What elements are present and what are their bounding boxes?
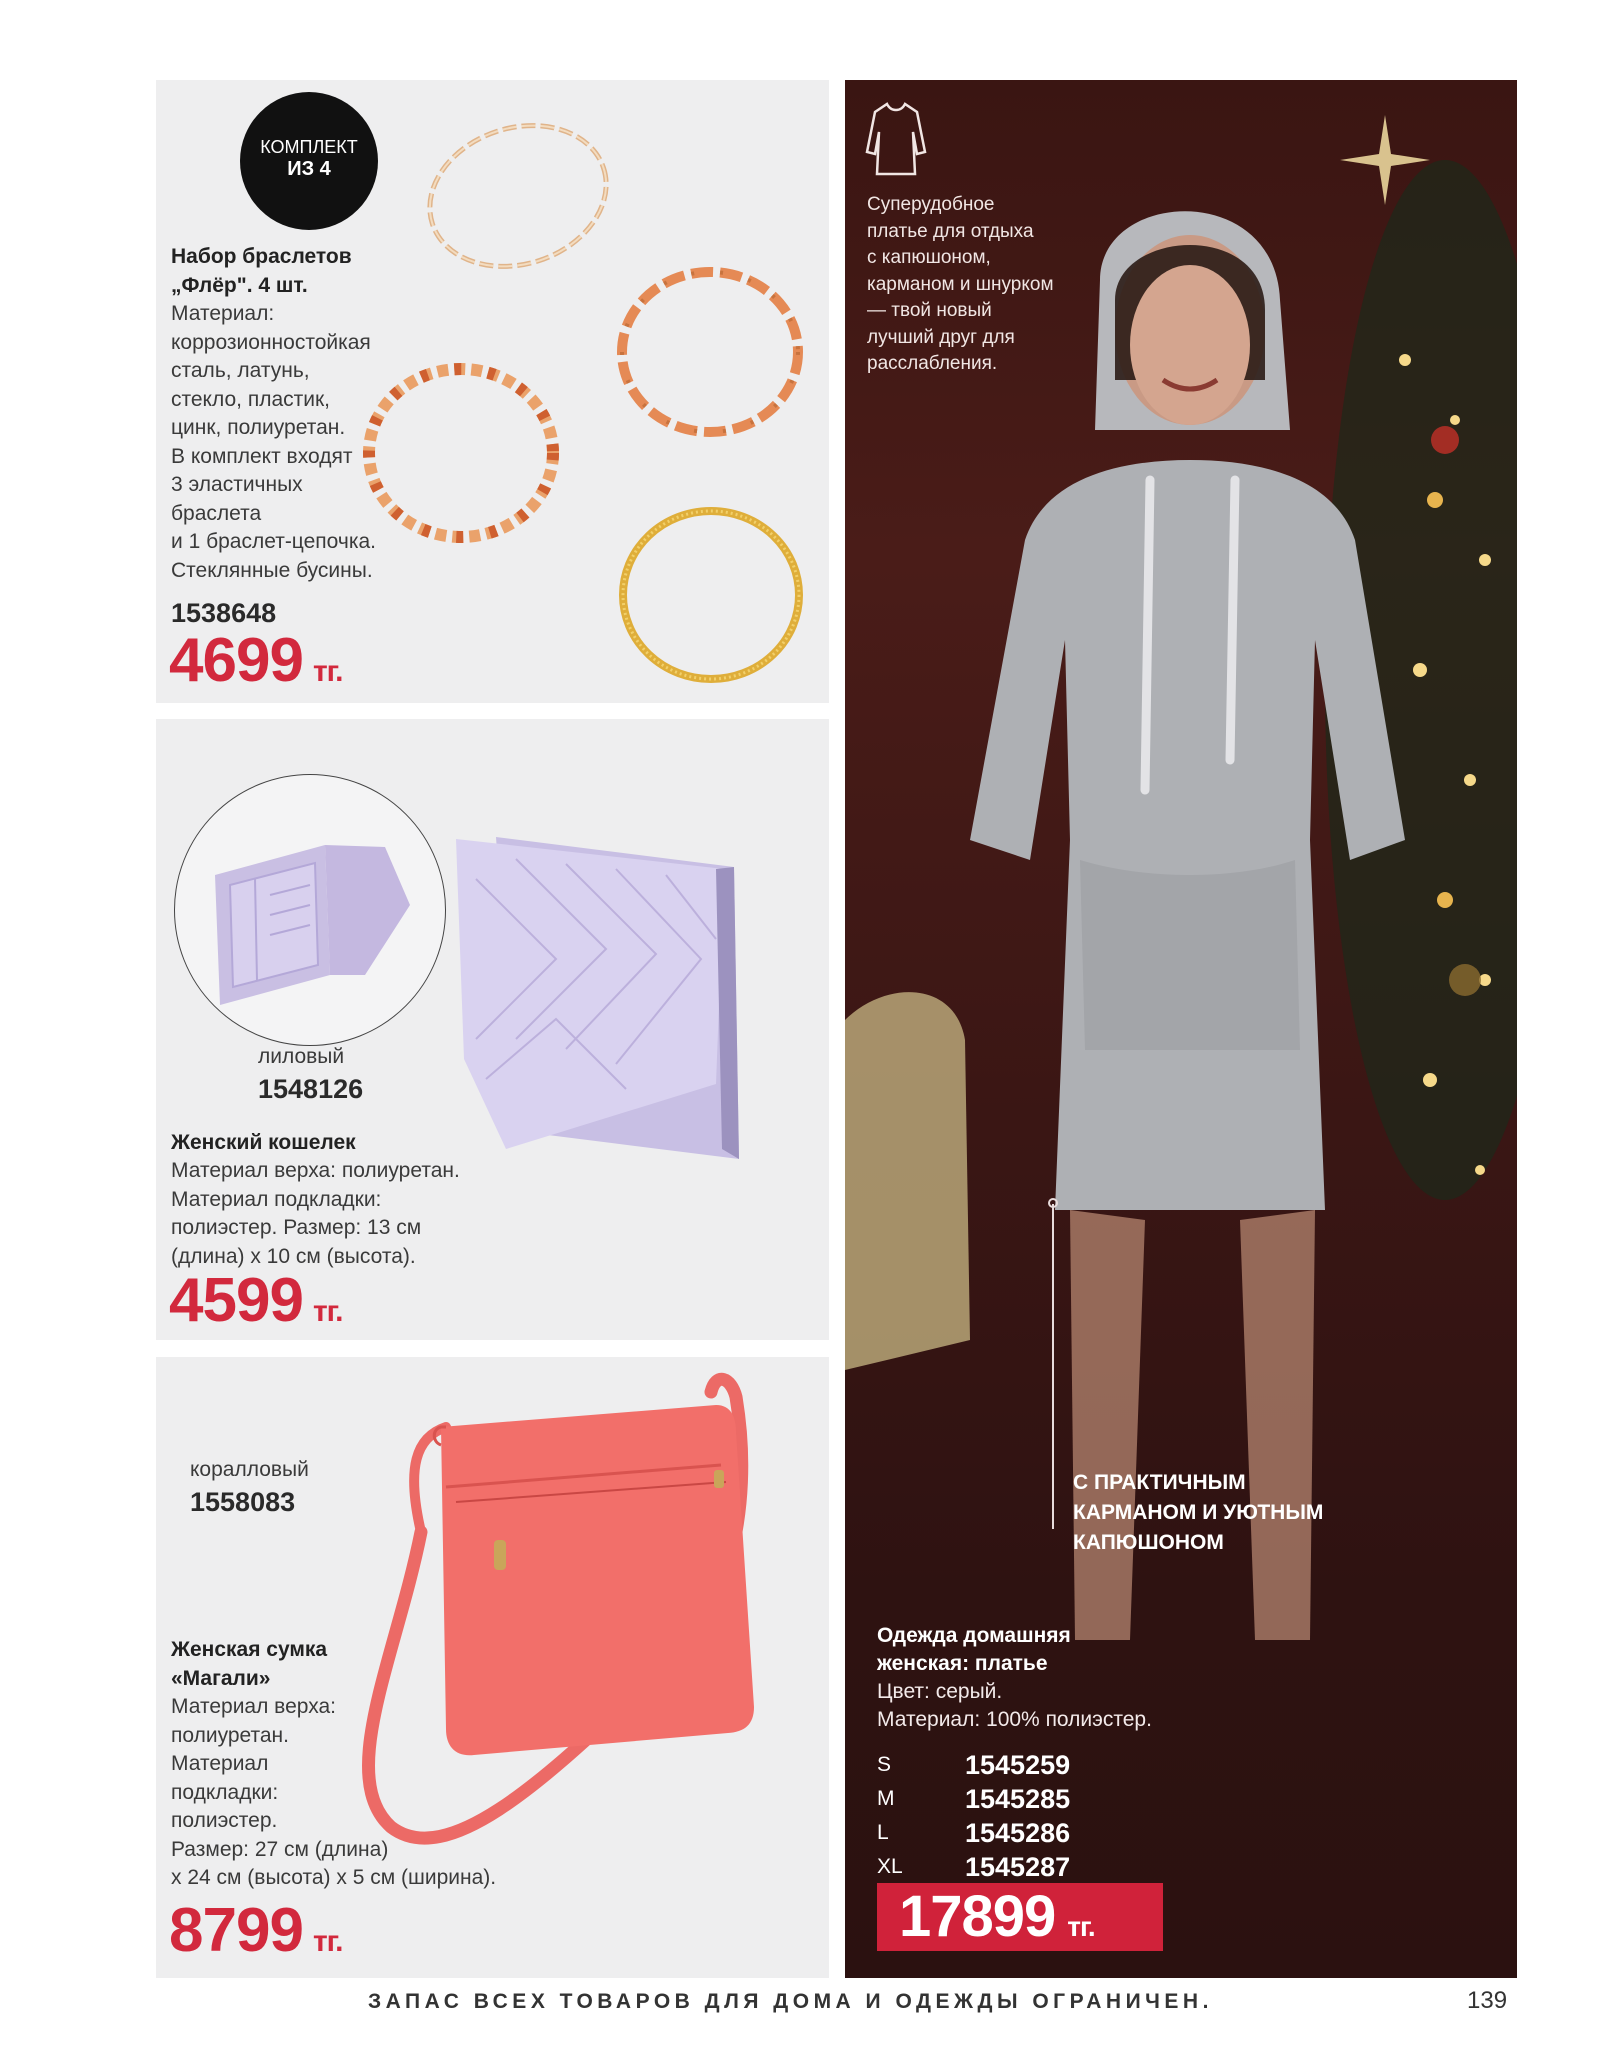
size-row: XL 1545287 — [877, 1851, 1071, 1882]
dress-material: Материал: 100% полиэстер. — [877, 1708, 1152, 1731]
page-number: 139 — [1467, 1987, 1508, 2014]
bracelets-price: 4699 тг. — [169, 626, 343, 695]
bag-color-name: коралловый — [190, 1458, 309, 1481]
orange-bead-bracelet-small — [369, 369, 553, 537]
wallet-product-code: 1548126 — [258, 1074, 364, 1104]
set-of-4-badge: КОМПЛЕКТ ИЗ 4 — [240, 92, 378, 230]
dress-tagline: Суперудобное платье для отдыха с капюшоном, карманом и шнурком — твой новый лучший друг для расслабления. — [867, 194, 1054, 374]
bracelets-product-code: 1538648 — [171, 598, 277, 628]
bracelets-product-card — [156, 80, 829, 703]
callout-line — [1052, 1204, 1054, 1529]
bag-title: Женская сумка «Магали» — [171, 1638, 328, 1690]
size-row: M 1545285 — [877, 1783, 1071, 1814]
size-code-list — [877, 1748, 1177, 1884]
wallet-price: 4599 тг. — [169, 1266, 343, 1335]
dress-product-card — [845, 80, 1517, 1978]
wallet-title: Женский кошелек — [171, 1131, 356, 1154]
size-row: S 1545259 — [877, 1749, 1071, 1780]
dress-title-line2: женская: платье — [877, 1652, 1048, 1675]
feature-callout: С ПРАКТИЧНЫМ КАРМАНОМ И УЮТНЫМ КАПЮШОНОМ — [1073, 1471, 1324, 1554]
bag-product-card — [156, 1357, 829, 1978]
dress-color: Цвет: серый. — [877, 1680, 1003, 1703]
stock-limited-notice: ЗАПАС ВСЕХ ТОВАРОВ ДЛЯ ДОМА И ОДЕЖДЫ ОГРАНИЧЕН. — [368, 1990, 1213, 2013]
dress-title-line1: Одежда домашняя — [877, 1624, 1071, 1647]
size-row: L 1545286 — [877, 1817, 1071, 1848]
bag-price: 8799 тг. — [169, 1896, 343, 1965]
bracelets-title: Набор браслетов „Флёр". 4 шт. — [171, 245, 352, 297]
bag-description: Материал верха: полиуретан. Материал подкладки: полиэстер. Размер: 27 см (длина) х 24 см (высота) х 5 см (ширина). — [171, 1695, 497, 1889]
chain-bracelet — [411, 104, 624, 289]
dress-info — [877, 1622, 1337, 1734]
wallet-color-name: лиловый — [258, 1045, 345, 1068]
wallet-product-card — [156, 719, 829, 1340]
gold-bead-bracelet — [623, 511, 799, 679]
dress-price: 17899 тг. — [877, 1883, 1163, 1951]
wallet-description: Материал верха: полиуретан. Материал подкладки: полиэстер. Размер: 13 см (длина) х 10 см (высота). — [171, 1159, 460, 1268]
dress-icon — [867, 104, 925, 174]
orange-bead-bracelet-large — [622, 272, 798, 432]
bag-product-code: 1558083 — [190, 1487, 296, 1517]
bracelets-description: Материал: коррозионностойкая сталь, латунь, стекло, пластик, цинк, полиуретан. В комплект входят 3 эластичных браслета и 1 браслет-цепочка. Стеклянные бусины. — [171, 302, 376, 582]
